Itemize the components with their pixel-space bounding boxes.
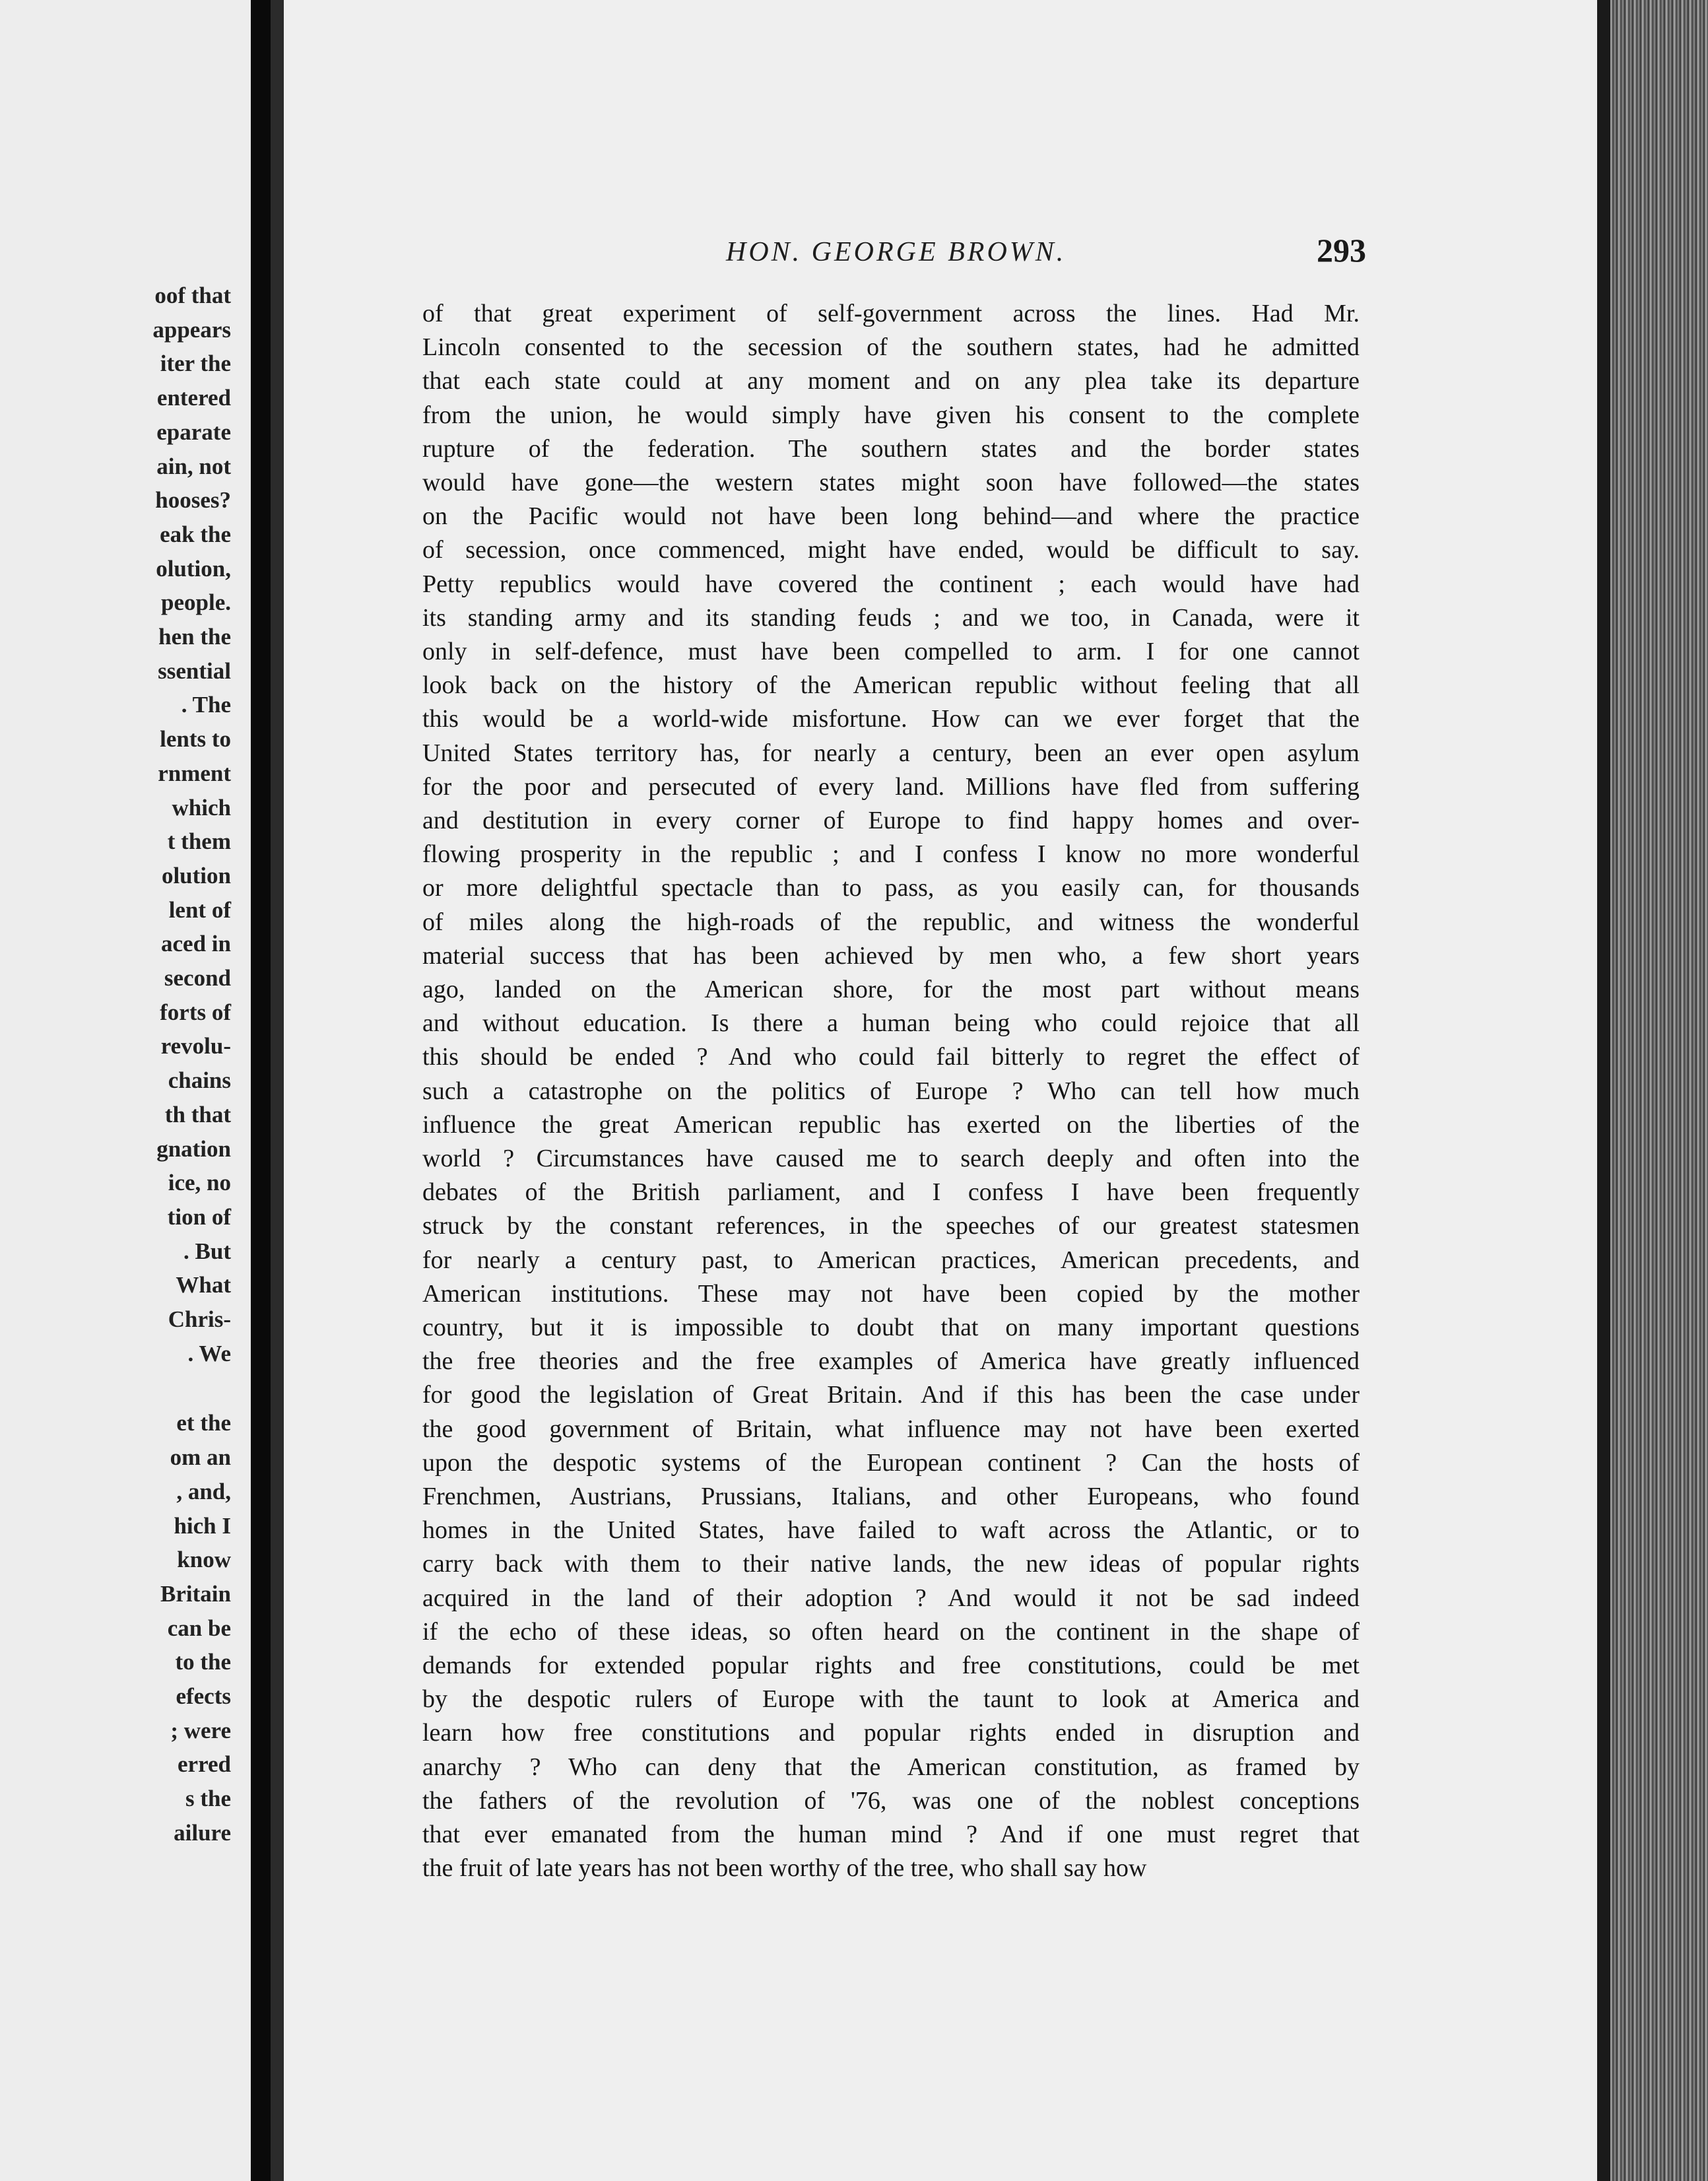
text-line: ago, landed on the American shore, for the most part without means <box>422 976 1360 1003</box>
text-line: that each state could at any moment and on any plea take its departure <box>422 367 1360 395</box>
text-line: country, but it is impossible to doubt that on many important questions <box>422 1314 1360 1341</box>
text-line: by the despotic rulers of Europe with the taunt to look at America and <box>422 1685 1360 1714</box>
left-page-line: olution, <box>156 555 231 582</box>
text-line: and destitution in every corner of Europe to find happy homes and over- <box>422 807 1360 834</box>
text-line: of secession, once commenced, might have ended, would be difficult to say. <box>422 536 1360 564</box>
left-page-line: efects <box>176 1683 231 1709</box>
text-line: and without education. Is there a human being who could rejoice that all <box>422 1009 1360 1038</box>
text-line: carry back with them to their native lands, the new ideas of popular rights <box>422 1550 1360 1578</box>
left-page-line: , and, <box>176 1478 231 1504</box>
left-page-line: hen the <box>158 624 231 650</box>
left-page-line: second <box>164 965 231 991</box>
text-line: this should be ended ? And who could fail bitterly to regret the effect of <box>422 1043 1360 1071</box>
left-page-line: s the <box>185 1786 231 1812</box>
text-line: that ever emanated from the human mind ? And if one must regret that <box>422 1821 1360 1848</box>
left-page-line: eparate <box>156 419 231 445</box>
text-line: from the union, he would simply have given his consent to the complete <box>422 401 1360 429</box>
left-page-line: ain, not <box>156 453 231 479</box>
left-page-line: ; were <box>170 1717 231 1743</box>
left-page-line: erred <box>178 1751 231 1778</box>
left-page-line: entered <box>156 385 231 411</box>
page-number: 293 <box>1317 232 1366 269</box>
text-line: United States territory has, for nearly a century, been an ever open asylum <box>422 739 1360 767</box>
left-page-line: et the <box>176 1410 231 1436</box>
left-page-line: people. <box>161 589 231 616</box>
text-line: Petty republics would have covered the continent ; each would have had <box>422 570 1360 598</box>
text-line: demands for extended popular rights and free constitutions, could be met <box>422 1652 1360 1679</box>
text-line: of miles along the high-roads of the republic, and witness the wonderful <box>422 908 1360 936</box>
book-gutter <box>251 0 271 2181</box>
left-page-line: olution <box>161 862 231 889</box>
text-line: if the echo of these ideas, so often heard on the continent in the shape of <box>422 1617 1360 1646</box>
text-line: on the Pacific would not have been long behind—and where the practice <box>422 502 1360 531</box>
text-line: the fathers of the revolution of '76, was one of the noblest conceptions <box>422 1786 1360 1815</box>
text-line: anarchy ? Who can deny that the American constitution, as framed by <box>422 1753 1360 1781</box>
text-line: flowing prosperity in the republic ; and I confess I know no more wonderful <box>422 840 1360 869</box>
left-page-line: chains <box>168 1067 231 1094</box>
left-page-line: ssential <box>158 657 231 684</box>
left-page-line: lents to <box>160 726 231 753</box>
text-line: the good government of Britain, what influence may not have been exerted <box>422 1415 1360 1443</box>
text-line: such a catastrophe on the politics of Europe ? Who can tell how much <box>422 1077 1360 1105</box>
text-line: rupture of the federation. The southern states and the border states <box>422 434 1360 463</box>
text-line: material success that has been achieved by men who, a few short years <box>422 941 1360 970</box>
left-page-line: hooses? <box>155 487 231 514</box>
text-line: struck by the constant references, in the speeches of our greatest statesmen <box>422 1212 1360 1240</box>
text-line: homes in the United States, have failed to waft across the Atlantic, or to <box>422 1516 1360 1545</box>
text-line: Lincoln consented to the secession of the southern states, had he admitted <box>422 333 1360 362</box>
text-line: or more delightful spectacle than to pass, as you easily can, for thousands <box>422 874 1360 902</box>
left-page-line: lent of <box>168 896 231 923</box>
text-line: debates of the British parliament, and I confess I have been frequently <box>422 1178 1360 1207</box>
text-line: the fruit of late years has not been worthy of the tree, who shall say how <box>422 1854 1147 1883</box>
left-page-line: can be <box>167 1615 231 1641</box>
text-line: of that great experiment of self-government across the lines. Had Mr. <box>422 300 1360 327</box>
page-edges <box>1597 0 1708 2181</box>
text-line: influence the great American republic has exerted on the liberties of the <box>422 1110 1360 1139</box>
text-line: learn how free constitutions and popular rights ended in disruption and <box>422 1719 1360 1747</box>
page-header <box>422 231 1366 284</box>
left-page-line: . The <box>181 692 231 718</box>
text-line: for good the legislation of Great Britain. And if this has been the case under <box>422 1381 1360 1409</box>
text-line: its standing army and its standing feuds ; and we too, in Canada, were it <box>422 603 1360 632</box>
left-page-line: om an <box>170 1444 231 1471</box>
book-gutter-shadow <box>271 0 284 2181</box>
left-page-line: ice, no <box>168 1170 231 1196</box>
text-line: only in self-defence, must have been compelled to arm. I for one cannot <box>422 638 1360 665</box>
left-page-line: eak the <box>160 521 231 547</box>
text-line: this would be a world-wide misfortune. How can we ever forget that the <box>422 705 1360 733</box>
text-line: upon the despotic systems of the European continent ? Can the hosts of <box>422 1448 1360 1477</box>
text-line: would have gone—the western states might soon have followed—the states <box>422 469 1360 496</box>
text-line: Frenchmen, Austrians, Prussians, Italians, and other Europeans, who found <box>422 1483 1360 1510</box>
left-page-line: t them <box>167 828 231 855</box>
left-page-line: gnation <box>156 1135 231 1162</box>
left-page-line: Chris- <box>168 1306 231 1332</box>
running-title: HON. GEORGE BROWN. <box>726 237 1067 267</box>
left-page-line: Britain <box>160 1580 231 1607</box>
left-page-line: ailure <box>174 1819 231 1846</box>
left-page-line: What <box>176 1272 231 1298</box>
left-page-line: forts of <box>160 999 231 1025</box>
left-page-line: to the <box>175 1649 231 1675</box>
left-page-line: rnment <box>158 760 231 786</box>
left-page-line: th that <box>164 1101 231 1127</box>
left-page-line: oof that <box>154 283 231 308</box>
text-line: the free theories and the free examples of America have greatly influenced <box>422 1347 1360 1376</box>
left-page-line: tion of <box>167 1203 231 1230</box>
text-line: look back on the history of the American republic without feeling that all <box>422 671 1360 700</box>
left-page-line: . We <box>187 1340 231 1366</box>
left-page-line: hich I <box>174 1512 231 1539</box>
left-page-line: aced in <box>161 931 231 957</box>
text-line: acquired in the land of their adoption ? And would it not be sad indeed <box>422 1584 1360 1612</box>
left-page-fragment <box>0 0 251 2181</box>
left-page-line: know <box>177 1547 231 1573</box>
left-page-line: iter the <box>160 351 231 377</box>
left-page-line: appears <box>152 316 231 343</box>
text-line: for nearly a century past, to American practices, American precedents, and <box>422 1246 1360 1274</box>
text-line: world ? Circumstances have caused me to search deeply and often into the <box>422 1145 1360 1172</box>
text-line: American institutions. These may not have been copied by the mother <box>422 1279 1360 1308</box>
left-page-line: . But <box>183 1238 231 1264</box>
left-page-line: which <box>172 794 231 821</box>
text-line: for the poor and persecuted of every land. Millions have fled from suffering <box>422 772 1360 801</box>
left-page-line: revolu- <box>160 1033 231 1059</box>
